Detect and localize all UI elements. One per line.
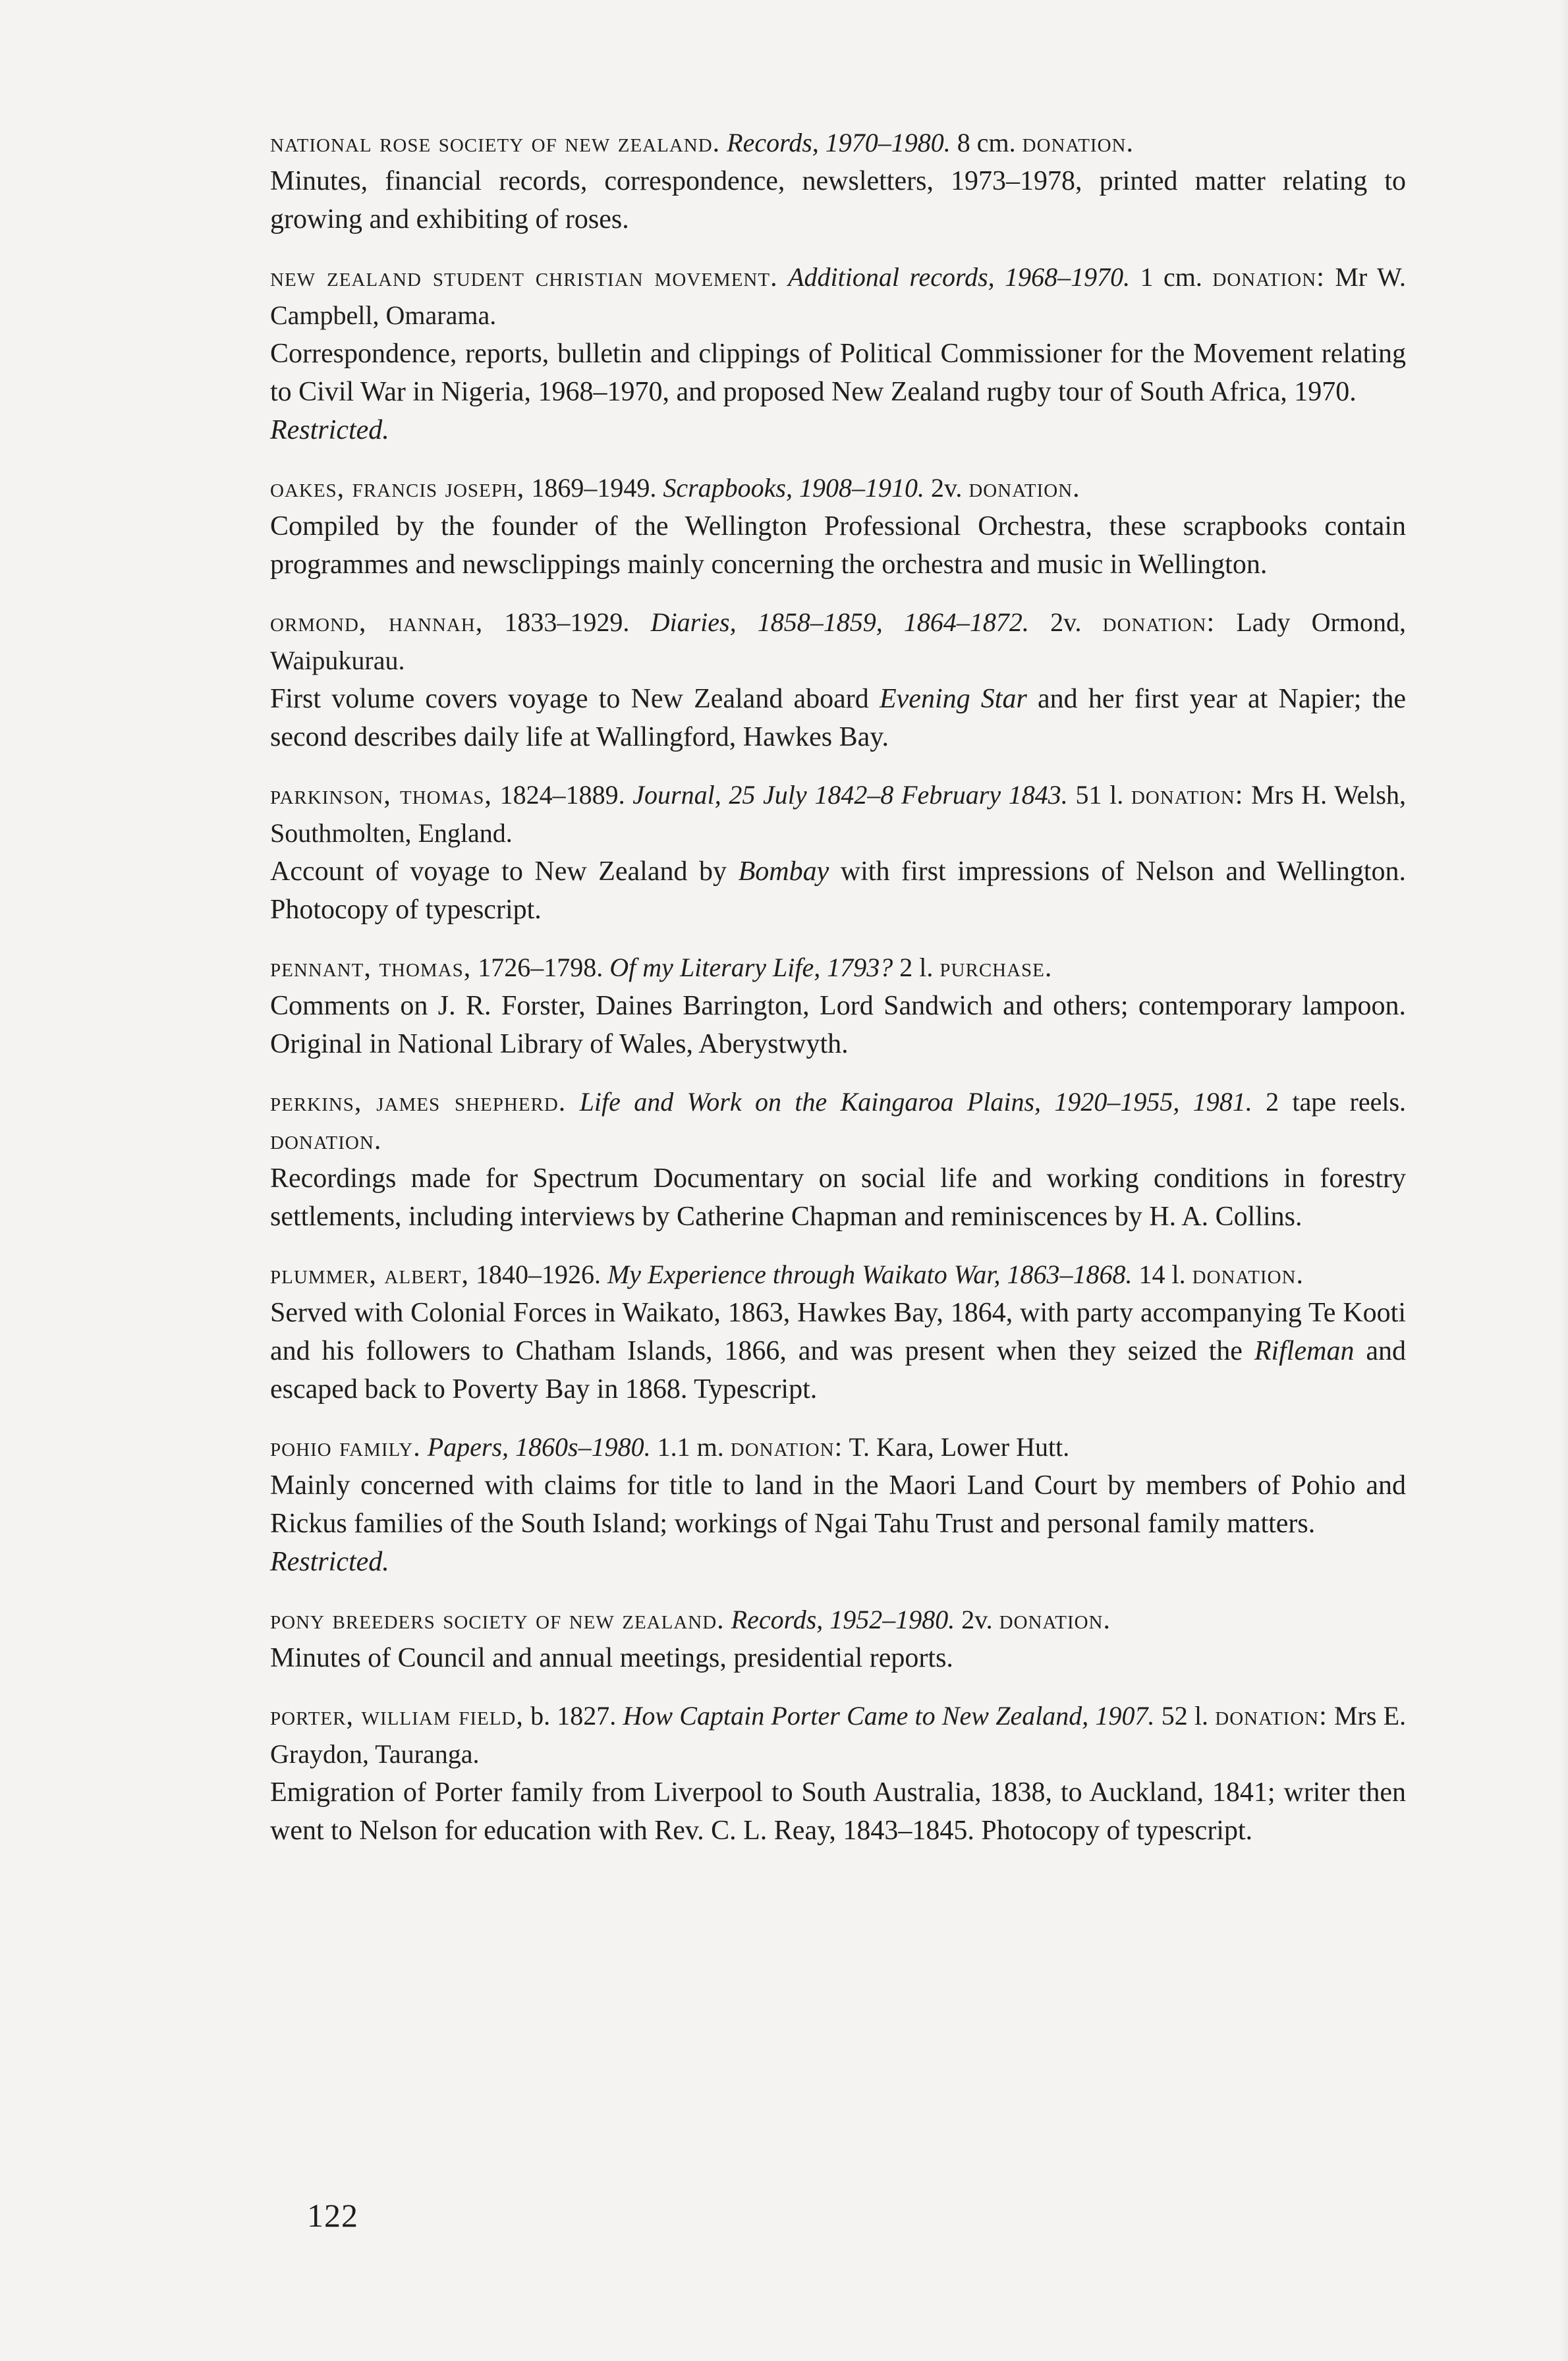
catalogue-entry — [270, 1601, 1406, 1677]
entry-description: Mainly concerned with claims for title to land in the Maori Land Court by members of Pohio and Rickus families of the South Island; workings of Ngai Tahu Trust and personal family matters. — [270, 1470, 1406, 1539]
entry-heading — [270, 1083, 1406, 1159]
entry-name: parkinson, thomas, — [270, 780, 492, 810]
entry-title: Papers, 1860s–1980. — [427, 1432, 651, 1462]
entry-description: Correspondence, reports, bulletin and clippings of Political Commissioner for the Movement relating to Civil War in Nigeria, 1968–1970, and proposed New Zealand rugby tour of South Africa, 1970. — [270, 339, 1406, 407]
catalogue-entry — [270, 1697, 1406, 1850]
entry-extent: 1.1 m. — [657, 1432, 724, 1462]
entry-heading — [270, 1428, 1406, 1466]
entry-extent: 8 cm. — [957, 128, 1016, 157]
page-edge-shadow — [1560, 0, 1568, 2361]
entry-name: perkins, james shepherd. — [270, 1087, 567, 1117]
entry-title: Additional records, 1968–1970. — [788, 262, 1131, 292]
catalogue-entry — [270, 1428, 1406, 1581]
description-text: and her first year at Napier; the second describes daily life at Wallingford, Hawkes Bay. — [270, 684, 1406, 752]
entry-source: donation. — [1192, 1260, 1304, 1290]
entry-heading — [270, 1256, 1406, 1294]
entry-source: donation. — [1022, 128, 1134, 158]
entry-title: Of my Literary Life, 1793? — [609, 953, 893, 982]
entry-description: Comments on J. R. Forster, Daines Barrington, Lord Sandwich and others; contemporary lampoon. Original in National Library of Wales, Aberystwyth. — [270, 991, 1406, 1059]
entry-name: porter, william field, — [270, 1701, 524, 1731]
entry-extent: 2v. — [1050, 607, 1082, 637]
entry-heading — [270, 1601, 1406, 1639]
entry-heading — [270, 124, 1406, 162]
entry-extent: 2 l. — [899, 953, 934, 982]
catalogue-entry — [270, 124, 1406, 238]
description-text: and escaped back to Poverty Bay in 1868. Typescript. — [270, 1336, 1406, 1404]
entry-heading — [270, 603, 1406, 680]
entry-source: donation: — [1102, 607, 1216, 638]
entry-heading — [270, 1697, 1406, 1773]
catalogue-entry — [270, 1256, 1406, 1408]
catalogue-entry — [270, 469, 1406, 584]
description-text: First volume covers voyage to New Zealand aboard — [270, 684, 880, 714]
entry-title: My Experience through Waikato War, 1863–1868. — [607, 1260, 1133, 1289]
entry-name: oakes, francis joseph, — [270, 473, 525, 503]
entry-dates: 1840–1926. — [475, 1260, 601, 1289]
ship-name: Rifleman — [1254, 1336, 1355, 1366]
catalogue-entry — [270, 258, 1406, 449]
entry-title: Scrapbooks, 1908–1910. — [663, 473, 924, 503]
entry-restricted-note: Restricted. — [270, 415, 389, 445]
entry-name: pohio family. — [270, 1432, 421, 1462]
catalogue-entry — [270, 1083, 1406, 1236]
entry-name: pony breeders society of new zealand. — [270, 1605, 725, 1635]
entry-dates: 1833–1929. — [504, 607, 630, 637]
entry-donor: Mrs H. Welsh, Southmolten, England. — [270, 780, 1407, 848]
entry-extent: 2v. — [930, 473, 963, 503]
entry-donor: T. Kara, Lower Hutt. — [849, 1432, 1070, 1462]
entry-heading — [270, 949, 1406, 987]
entry-description: Minutes, financial records, correspondence, newsletters, 1973–1978, printed matter relating to growing and exhibiting of roses. — [270, 166, 1406, 235]
entry-extent: 1 cm. — [1140, 262, 1202, 292]
entry-heading — [270, 469, 1406, 507]
entry-title: Diaries, 1858–1859, 1864–1872. — [650, 607, 1029, 637]
entry-description: Recordings made for Spectrum Documentary on social life and working conditions in forestry settlements, including interviews by Catherine Chapman and reminiscences by H. A. Collins. — [270, 1163, 1406, 1232]
description-text: Account of voyage to New Zealand by — [270, 856, 739, 887]
entry-extent: 52 l. — [1161, 1701, 1209, 1731]
entry-dates: 1824–1889. — [499, 780, 625, 810]
ship-name: Bombay — [738, 856, 829, 887]
entry-source: donation. — [270, 1125, 382, 1155]
entry-dates: b. 1827. — [530, 1701, 617, 1731]
entry-description — [270, 680, 1406, 756]
entry-extent: 14 l. — [1138, 1260, 1186, 1289]
entry-donor: Mrs E. Graydon, Tauranga. — [270, 1701, 1407, 1769]
entry-source: purchase. — [939, 953, 1053, 983]
entry-dates: 1869–1949. — [531, 473, 657, 503]
entry-title: How Captain Porter Came to New Zealand, 1907. — [623, 1701, 1155, 1731]
page-number: 122 — [307, 2197, 358, 2234]
entry-name: new zealand student christian movement. — [270, 262, 778, 292]
entry-description — [270, 1294, 1406, 1408]
entry-name: pennant, thomas, — [270, 953, 472, 983]
entry-heading — [270, 258, 1406, 335]
entry-dates: 1726–1798. — [478, 953, 603, 982]
entry-description: Minutes of Council and annual meetings, presidential reports. — [270, 1643, 953, 1673]
entry-title: Records, 1970–1980. — [727, 128, 951, 157]
entry-heading — [270, 776, 1406, 852]
entry-description — [270, 852, 1406, 929]
catalogue-entry — [270, 776, 1406, 929]
entry-name: plummer, albert, — [270, 1260, 469, 1290]
entry-description: Compiled by the founder of the Wellington Professional Orchestra, these scrapbooks contain programmes and newsclippings mainly concerning the orchestra and music in Wellington. — [270, 511, 1406, 580]
catalogue-entry — [270, 949, 1406, 1063]
entry-donor: Mr W. Campbell, Omarama. — [270, 262, 1407, 330]
entry-title: Journal, 25 July 1842–8 February 1843. — [632, 780, 1068, 810]
description-text: with first impressions of Nelson and Wellington. Photocopy of typescript. — [270, 856, 1406, 925]
entry-source: donation: — [1212, 262, 1325, 292]
entry-extent: 2 tape reels. — [1266, 1087, 1407, 1117]
catalogue-entry — [270, 603, 1406, 756]
entry-extent: 2v. — [961, 1605, 993, 1634]
ship-name: Evening Star — [880, 684, 1027, 714]
entry-restricted-note: Restricted. — [270, 1547, 389, 1577]
entry-extent: 51 l. — [1075, 780, 1124, 810]
entry-name: national rose society of new zealand. — [270, 128, 721, 158]
entry-name: ormond, hannah, — [270, 607, 484, 638]
entry-title: Records, 1952–1980. — [731, 1605, 955, 1634]
entry-title: Life and Work on the Kaingaroa Plains, 1920–1955, 1981. — [579, 1087, 1252, 1117]
entry-source: donation: — [730, 1432, 843, 1462]
entry-source: donation. — [999, 1605, 1111, 1635]
catalogue-entries — [270, 124, 1406, 1870]
entry-source: donation: — [1131, 780, 1244, 810]
entry-description: Emigration of Porter family from Liverpool to South Australia, 1838, to Auckland, 1841; writer then went to Nelson for education with Rev. C. L. Reay, 1843–1845. Photocopy of typescript. — [270, 1777, 1406, 1846]
entry-source: donation. — [968, 473, 1080, 503]
entry-source: donation: — [1215, 1701, 1328, 1731]
entry-donor: Lady Ormond, Waipukurau. — [270, 607, 1407, 675]
description-text: Served with Colonial Forces in Waikato, 1863, Hawkes Bay, 1864, with party accompanying Te Kooti and his followers to Chatham Islands, 1866, and was present when they seized the — [270, 1298, 1406, 1366]
